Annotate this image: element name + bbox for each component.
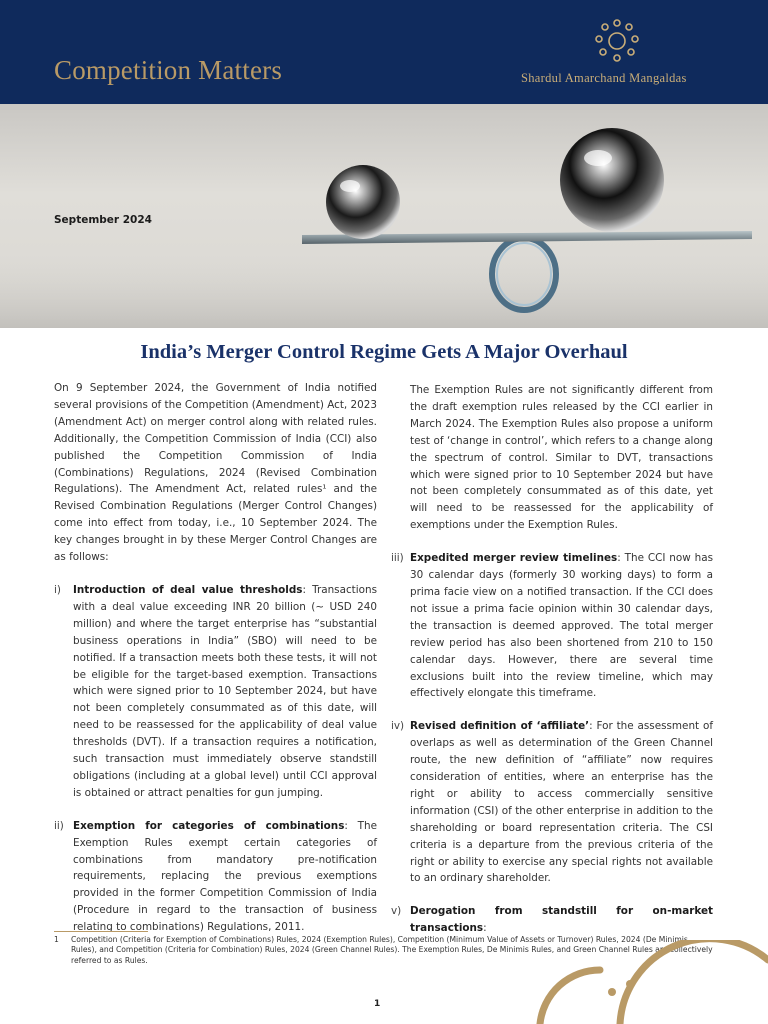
firm-name: Shardul Amarchand Mangaldas bbox=[521, 71, 687, 85]
list-number: iii) bbox=[391, 552, 404, 565]
footnote-number: 1 bbox=[54, 935, 59, 944]
list-heading: Revised definition of ‘affiliate’ bbox=[410, 720, 590, 733]
footnote-text: Competition (Criteria for Exemption of Combinations) Rules, 2024 (Exemption Rules), Competition (Minimum Value of Assets or Turnover) Rules, 2024 (De Minimis Rules), and Competition (Criteria for Combination) Rules, 2024 (Green Channel Rules). The Exemption Rules, De Minimis Rules, and Green Channel Rules are collectively referred to as Rules. bbox=[71, 935, 713, 965]
article-title: India’s Merger Control Regime Gets A Major Overhaul bbox=[140, 341, 628, 363]
footnote-divider bbox=[54, 931, 148, 932]
list-number: i) bbox=[54, 583, 61, 596]
list-item bbox=[391, 550, 713, 702]
intro-paragraph: On 9 September 2024, the Government of India notified several provisions of the Competition (Amendment) Act, 2023 (Amendment Act) on merger control along with related rules. Additionally, the Competition Commission of India (CCI) also published the Competition Commission of India (Combinations) Regulations, 2024 (Revised Combination Regulations). The Amendment Act, related rules¹ and the Revised Combination Regulations (Merger Control Changes) come into effect from today, i.e., 10 September 2024. The key changes brought in by these Merger Control Changes are as follows: bbox=[54, 382, 377, 564]
list-text: : bbox=[483, 922, 487, 935]
list-item bbox=[391, 718, 713, 887]
list-number: ii) bbox=[54, 819, 64, 832]
list-heading: Introduction of deal value thresholds bbox=[73, 583, 303, 596]
list-item bbox=[54, 582, 377, 802]
list-heading: Exemption for categories of combinations bbox=[73, 819, 345, 832]
page-number: 1 bbox=[374, 999, 381, 1009]
firm-logo-icon bbox=[593, 18, 641, 64]
list-heading: Expedited merger review timelines bbox=[410, 552, 618, 565]
publication-title: Competition Matters bbox=[54, 55, 283, 85]
list-heading: Derogation from standstill for on-market transactions bbox=[410, 905, 713, 935]
list-number: iv) bbox=[391, 720, 405, 733]
decorative-arcs-icon bbox=[500, 940, 768, 1024]
masthead bbox=[0, 0, 768, 104]
list-text: : Transactions with a deal value exceeding INR 20 billion (~ USD 240 million) and where the target enterprise has “substantial business operations in India” (SBO) will need to be notified. If a transaction meets both these tests, it will not be eligible for the target-based exemption. Transactions which were signed prior to 10 September 2024, but have not been completely consummated as of this date, will need to be reassessed for the applicability of deal value thresholds (DVT). If a transaction requires a notification, such transaction must immediately observe standstill obligations (including at a global level) until CCI approval is obtained or attract penalties for gun jumping. bbox=[73, 583, 377, 799]
list-text: : For the assessment of overlaps as well as determination of the Green Channel route, the new definition of “affiliate” now requires consideration of entities, where an enterprise has the right or ability to access commercially sensitive information (CSI) of the other enterprise in addition to the shareholding or board representation criteria. The CSI criteria is a departure from the previous criteria of the right or ability to exercise any special rights not available to an ordinary shareholder. bbox=[410, 720, 713, 885]
issue-date: September 2024 bbox=[54, 214, 152, 226]
right-column bbox=[391, 382, 713, 953]
list-text: : The CCI now has 30 calendar days (formerly 30 working days) to form a prima facie view on a notified transaction. If the CCI does not issue a prima facie opinion within 30 calendar days, the transaction is deemed approved. The total merger review period has also been shortened from 210 to 150 calendar days. However, there are several time exclusions built into the review timeline, which may effectively elongate this timeframe. bbox=[410, 552, 713, 700]
list-number: v) bbox=[391, 905, 402, 918]
left-column bbox=[54, 380, 377, 952]
hero-image bbox=[0, 104, 768, 328]
list-text: : The Exemption Rules exempt certain categories of combinations from mandatory pre-notification requirements, replacing the previous exemptions provided in the former Competition Commission of India (Procedure in regard to the transaction of business relating to combinations) Regulations, 2011. bbox=[73, 819, 377, 934]
list-item bbox=[54, 818, 377, 936]
list-item bbox=[391, 903, 713, 937]
continuation-paragraph: The Exemption Rules are not significantly different from the draft exemption rules released by the CCI earlier in March 2024. The Exemption Rules also propose a uniform test of ‘change in control’, which refers to a change along the spectrum of control. Similar to DVT, transactions which were signed prior to 10 September 2024 but have not been completely consummated as of this date, yet will need to be reassessed for the applicability of exemptions under the Exemption Rules. bbox=[410, 384, 713, 532]
